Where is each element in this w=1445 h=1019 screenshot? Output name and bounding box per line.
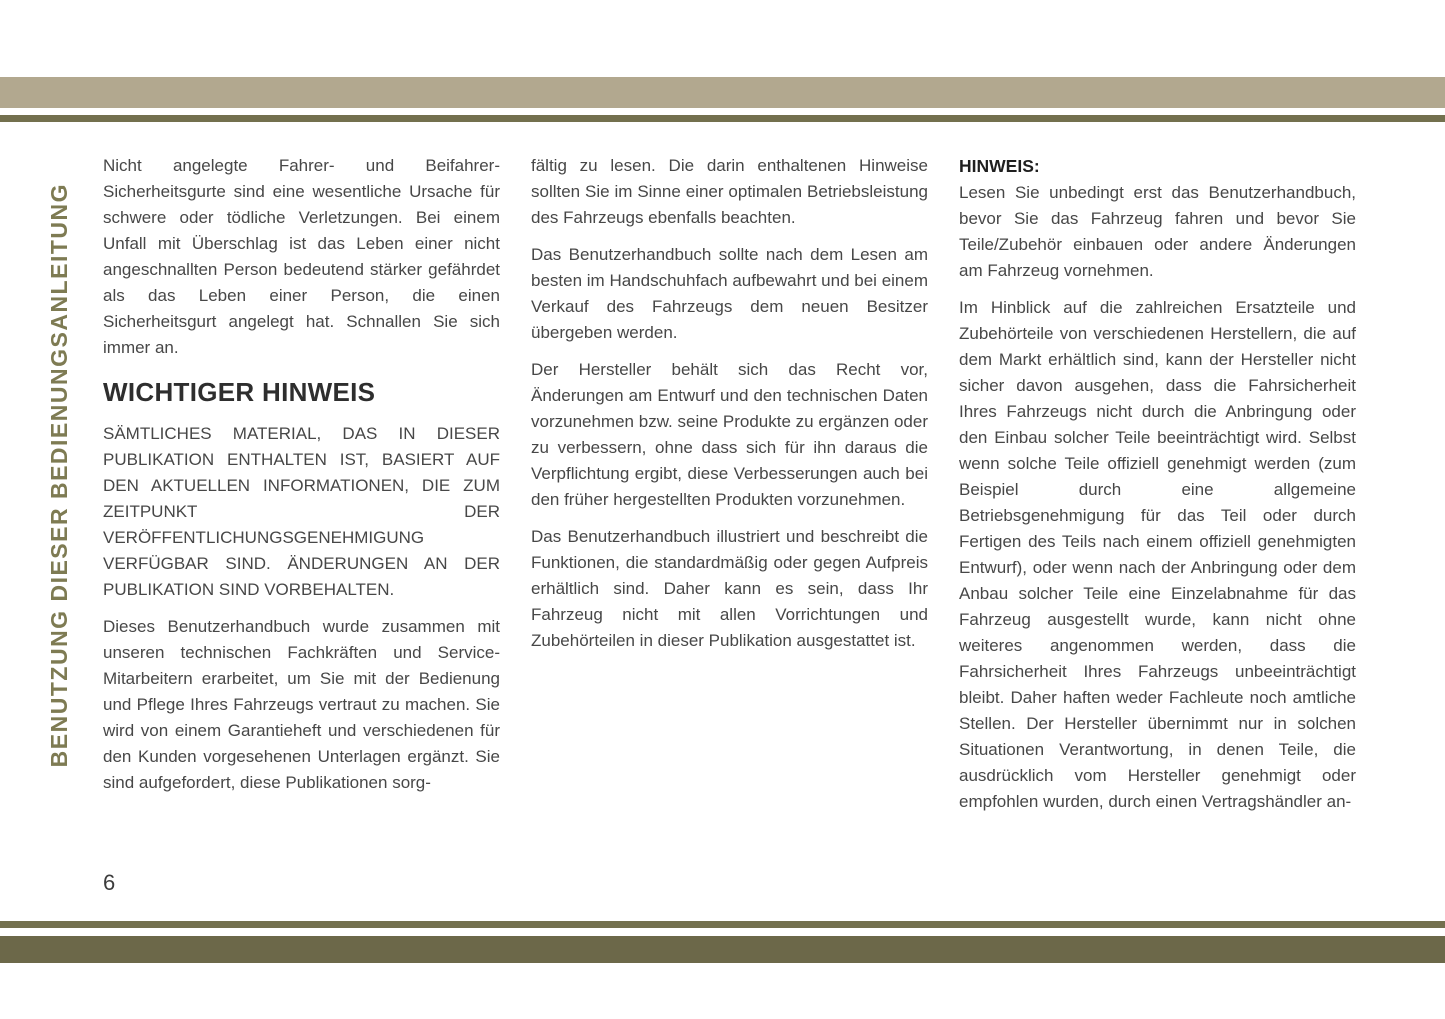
paragraph-equipment-variations: Das Benutzerhandbuch illustriert und beschreibt die Funktionen, die standardmäßig oder gegen Aufpreis erhältlich sind. Daher kann es sein, dass Ihr Fahrzeug nicht mit allen Vorrichtungen und Zubehörteilen in dieser Publikation ausgestattet ist. — [531, 527, 928, 650]
paragraph-spare-parts-liability: Im Hinblick auf die zahlreichen Ersatzteile und Zubehörteile von verschiedenen Herstellern, die auf dem Markt erhältlich sind, kann der Hersteller nicht sicher davon ausgehen, dass die Fahrsicherheit Ihres Fahrzeugs nicht durch die Anbringung oder den Einbau solcher Teile beeinträchtigt wird. Selbst wenn solche Teile offiziell genehmigt werden (zum Beispiel durch eine allgemeine Betriebsgenehmigung für das Teil oder durch Fertigen des Teils nach einem offiziell genehmigten Entwurf), oder wenn nach der Anbringung oder dem Anbau solcher Teile eine Einzelabnahme für das Fahrzeug ausgestellt wurde, kann nicht ohne weiteres angenommen werden, dass die Fahrsicherheit Ihres Fahrzeugs unbeeinträchtigt bleibt. Daher haften weder Fachleute noch amtliche Stellen. Der Hersteller übernimmt nur in solchen Situationen Verantwortung, in denen Teile, die ausdrücklich vom Hersteller genehmigt oder empfohlen wurden, durch einen Vertragshändler an- — [959, 298, 1356, 811]
column-2 — [531, 153, 928, 826]
paragraph-read-before-driving: Lesen Sie unbedingt erst das Benutzerhandbuch, bevor Sie das Fahrzeug fahren und bevor Sie Teile/Zubehör einbauen oder andere Änderungen am Fahrzeug vornehmen. — [959, 183, 1356, 280]
paragraph-read-carefully: fältig zu lesen. Die darin enthaltenen Hinweise sollten Sie im Sinne einer optimalen Betriebsleistung des Fahrzeugs ebenfalls beachten. — [531, 156, 928, 227]
paragraph-handbook-intro: Dieses Benutzerhandbuch wurde zusammen mit unseren technischen Fachkräften und Service-Mitarbeitern erarbeitet, um Sie mit der Bedienung und Pflege Ihres Fahrzeugs vertraut zu machen. Sie wird von einem Garantieheft und verschiedenen für den Kunden vorgesehenen Unterlagen ergänzt. Sie sind aufgefordert, diese Publikationen sorg- — [103, 617, 500, 792]
page-number: 6 — [103, 870, 116, 895]
paragraph-manufacturer-rights: Der Hersteller behält sich das Recht vor, Änderungen am Entwurf und den technischen Daten vorzunehmen bzw. seine Produkte zu ergänzen oder zu verbessern, ohne dass sich für ihn daraus die Verpflichtung ergibt, diese Verbesserungen auch bei den früher hergestellten Produkten vorzunehmen. — [531, 360, 928, 509]
note-heading-hinweis: HINWEIS: — [959, 156, 1040, 176]
sidebar-chapter-strip — [38, 160, 80, 790]
paragraph-seatbelt-warning: Nicht angelegte Fahrer- und Beifahrer-Sicherheitsgurte sind eine wesentliche Ursache für schwere oder tödliche Verletzungen. Bei einem Unfall mit Überschlag ist das Leben einer nicht angeschnallten Person bedeutend stärker gefährdet als das Leben einer Person, die einen Sicherheitsgurt angelegt hat. Schnallen Sie sich immer an. — [103, 156, 500, 357]
bottom-olive-band — [0, 936, 1445, 963]
section-heading-wichtiger-hinweis: WICHTIGER HINWEIS — [103, 377, 376, 407]
text-columns — [103, 153, 1357, 826]
top-tan-band — [0, 77, 1445, 108]
column-3 — [959, 153, 1356, 826]
bottom-olive-line — [0, 921, 1445, 928]
chapter-title-vertical: BENUTZUNG DIESER BEDIENUNGSANLEITUNG — [45, 182, 72, 768]
top-olive-line — [0, 115, 1445, 122]
column-1 — [103, 153, 500, 826]
paragraph-publication-notice: SÄMTLICHES MATERIAL, DAS IN DIESER PUBLIKATION ENTHALTEN IST, BASIERT AUF DEN AKTUELLEN INFORMATIONEN, DIE ZUM ZEITPUNKT DER VERÖFFENTLICHUNGSGENEHMIGUNG VERFÜGBAR SIND. ÄNDERUNGEN AN DER PUBLIKATION SIND VORBEHALTEN. — [103, 424, 500, 599]
paragraph-glovebox-storage: Das Benutzerhandbuch sollte nach dem Lesen am besten im Handschuhfach aufbewahrt und bei einem Verkauf des Fahrzeugs dem neuen Besitzer übergeben werden. — [531, 245, 928, 342]
